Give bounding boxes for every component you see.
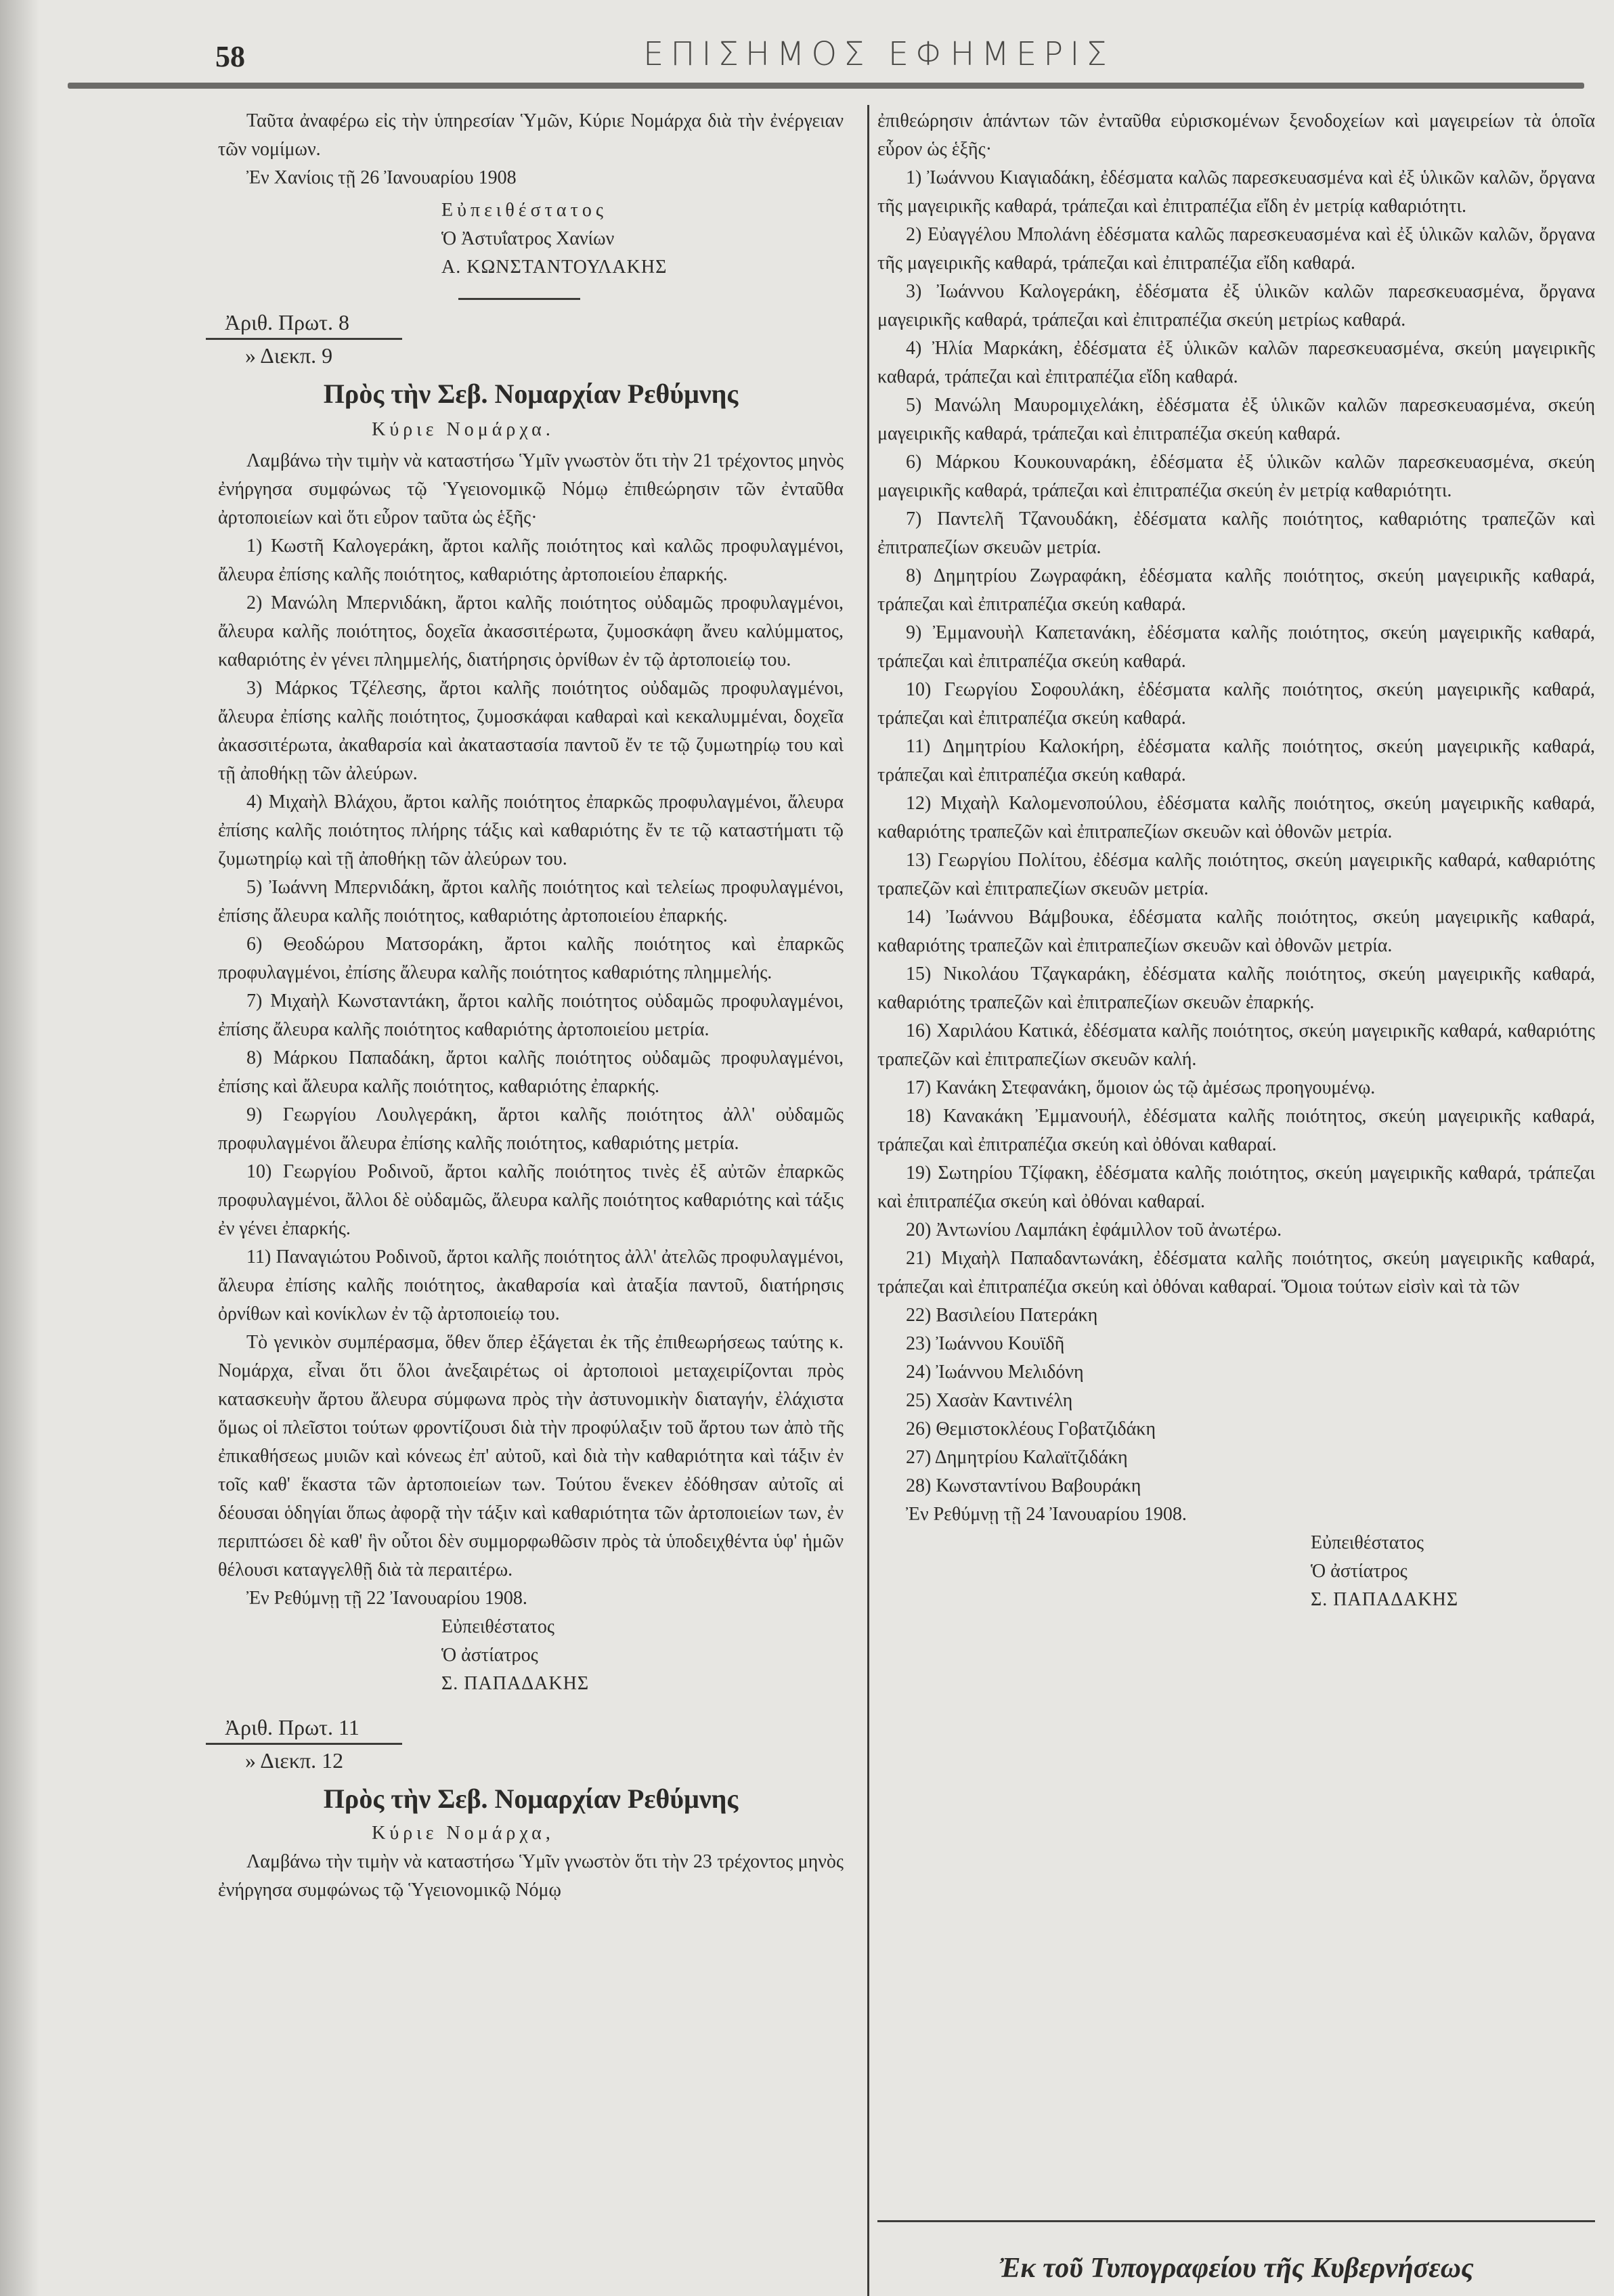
list-item: 18) Κανακάκη Ἐμμανουήλ, ἐδέσματα καλῆς ποιότητος, σκεύη μαγειρικῆς καθαρά, τράπεζαι καὶ ἐπιτραπέζια σκεύη καὶ ὀθόναι καθαραί. — [877, 1106, 1595, 1155]
list-item: 2) Εὐαγγέλου Μπολάνη ἐδέσματα καλῶς παρεσκευασμένα καὶ ἐξ ὑλικῶν καλῶν, ὄργανα τῆς μαγειρικῆς καθαρά, τράπεζαι καὶ ἐπιτραπέζια εἴδη καθαρά. — [877, 224, 1595, 274]
reference-rule — [206, 1743, 402, 1745]
date-line: Ἐν Χανίοις τῇ 26 Ἰανουαρίου 1908 — [246, 167, 517, 188]
list-item: 21) Μιχαὴλ Παπαδαντωνάκη, ἐδέσματα καλῆς ποιότητος, σκεύη μαγειρικῆς καθαρά, τράπεζαι καὶ ἐπιτραπέζια σκεύη καὶ ὀθόναι καθαραί. Ὅμοια τούτων εἰσὶν καὶ τὰ τῶν — [877, 1248, 1595, 1297]
printer-imprint: Ἐκ τοῦ Τυπογραφείου τῆς Κυβερνήσεως — [999, 2253, 1474, 2284]
separator-rule — [458, 298, 580, 300]
list-item: 26) Θεμιστοκλέους Γοβατζιδάκη — [906, 1418, 1156, 1439]
list-item: 22) Βασιλείου Πατεράκη — [906, 1305, 1098, 1326]
newspaper-title: ΕΠΙΣΗΜΟΣ ΕΦΗΜΕΡΙΣ — [643, 35, 1114, 73]
list-item: 1) Κωστῆ Καλογεράκη, ἄρτοι καλῆς ποιότητος καὶ καλῶς προφυλαγμένοι, ἄλευρα ἐπίσης καλῆς ποιότητος, καθαριότης ἀρτοποιείου ἐπαρκής. — [218, 536, 844, 585]
list-item: 19) Σωτηρίου Τζίφακη, ἐδέσματα καλῆς ποιότητος, σκεύη μαγειρικῆς καθαρά, τράπεζαι καὶ ἐπιτραπέζια σκεύη καὶ ὀθόναι καθαραί. — [877, 1163, 1595, 1212]
salutation: Κύριε Νομάρχα. — [372, 419, 554, 440]
list-item: 10) Γεωργίου Σοφουλάκη, ἐδέσματα καλῆς ποιότητος, σκεύη μαγειρικῆς καθαρά, τράπεζαι καὶ ἐπιτραπέζια σκεύη καθαρά. — [877, 679, 1595, 729]
date-line: Ἐν Ρεθύμνῃ τῇ 24 Ἰανουαρίου 1908. — [906, 1504, 1187, 1525]
dispatch-number: » Διεκπ. 9 — [245, 343, 333, 368]
list-item: 11) Παναγιώτου Ροδινοῦ, ἄρτοι καλῆς ποιότητος ἀλλ' ἀτελῶς προφυλαγμένοι, ἄλευρα ἐπίσης καλῆς ποιότητος, ἀκαθαρσία καὶ ἀταξία παντοῦ, διατήρησις ὀρνίθων καὶ κονίκλων ἐν τῷ ἀρτοποιείῳ του. — [218, 1247, 844, 1324]
list-item: 16) Χαριλάου Κατικά, ἐδέσματα καλῆς ποιότητος, σκεύη μαγειρικῆς καθαρά, καθαριότης τραπεζῶν καὶ ἐπιτραπεζίων σκευῶν καλή. — [877, 1020, 1595, 1070]
list-item: 8) Μάρκου Παπαδάκη, ἄρτοι καλῆς ποιότητος οὐδαμῶς προφυλαγμένοι, ἐπίσης καὶ ἄλευρα καλῆς ποιότητος, καθαριότης ἐπαρκής. — [218, 1047, 844, 1097]
signature-name: Σ. ΠΑΠΑΔΑΚΗΣ — [441, 1673, 590, 1694]
list-item: 7) Παντελῆ Τζανουδάκη, ἐδέσματα καλῆς ποιότητος, καθαριότης τραπεζῶν καὶ ἐπιτραπεζίων σκευῶν μετρία. — [877, 508, 1595, 558]
continued-paragraph: ἐπιθεώρησιν ἁπάντων τῶν ἐνταῦθα εὑρισκομένων ξενοδοχείων καὶ μαγειρείων τὰ ὁποῖα εὗρον ὡς ἑξῆς· — [877, 110, 1595, 160]
signature-salutation: Εὐπειθέστατος — [1311, 1532, 1424, 1553]
list-item: 3) Ἰωάννου Καλογεράκη, ἐδέσματα ἐξ ὑλικῶν καλῶν παρεσκευασμένα, ὄργανα μαγειρικῆς καθαρά, τράπεζαι καὶ ἐπιτραπέζια σκεύη μετρίως καθαρά. — [877, 281, 1595, 330]
list-item: 7) Μιχαὴλ Κωνσταντάκη, ἄρτοι καλῆς ποιότητος οὐδαμῶς προφυλαγμένοι, ἐπίσης ἄλευρα καλῆς ποιότητος καθαριότης ἀρτοποιείου μετρία. — [218, 991, 844, 1040]
list-item: 6) Θεοδώρου Ματσοράκη, ἄρτοι καλῆς ποιότητος καὶ ἐπαρκῶς προφυλαγμένοι, ἐπίσης ἄλευρα καλῆς ποιότητος καθαριότης πλημμελής. — [218, 934, 844, 983]
footer-rule — [877, 2220, 1595, 2222]
left-column — [218, 107, 844, 1905]
reference-number: Ἀριθ. Πρωτ. 8 — [225, 310, 350, 334]
list-item: 2) Μανώλη Μπερνιδάκη, ἄρτοι καλῆς ποιότητος οὐδαμῶς προφυλαγμένοι, ἄλευρα καλῆς ποιότητος, δοχεῖα ἀκασσιτέρωτα, ζυμοσκάφη ἄνευ καλύμματος, καθαριότης ἐν γένει πλημμελής, διατήρησις ὀρνίθων ἐν τῷ ἀρτοποιείῳ του. — [218, 592, 844, 670]
conclusion-paragraph: Τὸ γενικὸν συμπέρασμα, ὅθεν ὅπερ ἐξάγεται ἐκ τῆς ἐπιθεωρήσεως ταύτης κ. Νομάρχα, εἶναι ὅτι ὅλοι ἀνεξαιρέτως οἱ ἀρτοποιοὶ μεταχειρίζονται πρὸς κατασκευὴν ἄρτου ἄλευρα σύμφωνα πρὸς τὴν ἀστυνομικὴν διαταγήν, ἐλάχιστα ὅμως οἱ πλεῖστοι τούτων φροντίζουσι διὰ τὴν προφύλαξιν τοῦ ἄρτου των ἀπὸ τῆς ἐπικαθήσεως μυιῶν καὶ κόνεως ἐπ' αὐτοῦ, καὶ διὰ τὴν καθαριότητα καὶ τάξιν ἐν τοῖς καθ' ἕκαστα τῶν ἀρτοποιείων των. Τούτου ἕνεκεν ἐδόθησαν αὐτοῖς αἱ δέουσαι ὁδηγίαι ὅπως ἀφορᾷ τὴν τάξιν καὶ καθαριότητα τῶν ἀρτοποιείων των, ἐν περιπτώσει δὲ καθ' ἣν οὗτοι δὲν συμμορφωθῶσιν πρὸς τὰ ὑποδειχθέντα ὑφ' ἡμῶν θέλουσι καταγγελθῇ διὰ τὰ περαιτέρω. — [218, 1332, 844, 1580]
salutation: Κύριε Νομάρχα, — [372, 1823, 554, 1844]
right-column — [877, 107, 1595, 2287]
list-item: 10) Γεωργίου Ροδινοῦ, ἄρτοι καλῆς ποιότητος τινὲς ἐξ αὐτῶν ἐπαρκῶς προφυλαγμένοι, ἄλλοι δὲ οὐδαμῶς, ἄλευρα καλῆς ποιότητος καθαριότης καὶ τάξις ἐν γένει ἐπαρκής. — [218, 1161, 844, 1239]
list-item: 9) Ἐμμανουὴλ Καπετανάκη, ἐδέσματα καλῆς ποιότητος, σκεύη μαγειρικῆς καθαρά, τράπεζαι καὶ ἐπιτραπέζια σκεύη καθαρά. — [877, 622, 1595, 672]
list-item: 14) Ἰωάννου Βάμβουκα, ἐδέσματα καλῆς ποιότητος, σκεύη μαγειρικῆς καθαρά, καθαριότης τραπεζῶν καὶ ἐπιτραπεζίων σκευῶν καὶ ὀθονῶν μετρία. — [877, 907, 1595, 956]
list-item: 13) Γεωργίου Πολίτου, ἐδέσμα καλῆς ποιότητος, σκεύη μαγειρικῆς καθαρά, καθαριότης τραπεζῶν καὶ ἐπιτραπεζίων σκευῶν μετρία. — [877, 850, 1595, 899]
closing-paragraph: Ταῦτα ἀναφέρω εἰς τὴν ὑπηρεσίαν Ὑμῶν, Κύριε Νομάρχα διὰ τὴν ἐνέργειαν τῶν νομίμων. — [218, 110, 844, 160]
list-item: 5) Ἰωάννη Μπερνιδάκη, ἄρτοι καλῆς ποιότητος καὶ τελείως προφυλαγμένοι, ἐπίσης ἄλευρα καλῆς ποιότητος, καθαριότης ἀρτοποιείου ἐπαρκής. — [218, 877, 844, 926]
column-divider — [867, 105, 869, 2296]
signature-role: Ὁ ἀστίατρος — [441, 1645, 538, 1666]
list-item: 20) Ἀντωνίου Λαμπάκη ἐφάμιλλον τοῦ ἀνωτέρω. — [906, 1219, 1282, 1240]
signature-role: Ὁ Ἀστυΐατρος Χανίων — [441, 228, 615, 249]
list-item: 15) Νικολάου Τζαγκαράκη, ἐδέσματα καλῆς ποιότητος, σκεύη μαγειρικῆς καθαρά, καθαριότης τραπεζῶν καὶ ἐπιτραπεζίων σκευῶν ἐπαρκής. — [877, 963, 1595, 1013]
list-item: 28) Κωνσταντίνου Βαβουράκη — [906, 1475, 1141, 1496]
list-item: 25) Χασὰν Καντινέλη — [906, 1390, 1073, 1411]
list-item: 12) Μιχαὴλ Καλομενοπούλου, ἐδέσματα καλῆς ποιότητος, σκεύη μαγειρικῆς καθαρά, καθαριότης τραπεζῶν καὶ ἐπιτραπεζίων σκευῶν καὶ ὀθονῶν μετρία. — [877, 793, 1595, 842]
list-item: 6) Μάρκου Κουκουναράκη, ἐδέσματα ἐξ ὑλικῶν καλῶν παρεσκευασμένα, σκεύη μαγειρικῆς καθαρά, τράπεζαι καὶ ἐπιτραπέζια σκεύη ἐν μετρίᾳ καθαριότητι. — [877, 452, 1595, 501]
reference-rule — [206, 338, 402, 340]
signature-name: Σ. ΠΑΠΑΔΑΚΗΣ — [1311, 1589, 1459, 1610]
signature-name: Α. ΚΩΝΣΤΑΝΤΟΥΛΑΚΗΣ — [441, 257, 668, 278]
footer-block — [877, 2193, 1595, 2287]
reference-number: Ἀριθ. Πρωτ. 11 — [225, 1715, 359, 1739]
header-rule — [68, 83, 1584, 89]
letter-intro: Λαμβάνω τὴν τιμὴν νὰ καταστήσω Ὑμῖν γνωστὸν ὅτι τὴν 21 τρέχοντος μηνὸς ἐνήργησα συμφώνως τῷ Ὑγειονομικῷ Νόμῳ ἐπιθεώρησιν τῶν ἐνταῦθα ἀρτοποιείων καὶ ὅτι εὗρον ταῦτα ὡς ἑξῆς· — [218, 450, 844, 528]
list-item: 24) Ἰωάννου Μελιδόνη — [906, 1362, 1084, 1383]
page-number: 58 — [215, 40, 245, 73]
list-item: 5) Μανώλη Μαυρομιχελάκη, ἐδέσματα ἐξ ὑλικῶν καλῶν παρεσκευασμένα, σκεύη μαγειρικῆς καθαρά, τράπεζαι καὶ ἐπιτραπέζια σκεύη καθαρά. — [877, 395, 1595, 444]
dispatch-number: » Διεκπ. 12 — [245, 1748, 344, 1773]
letter-title: Πρὸς τὴν Σεβ. Νομαρχίαν Ρεθύμνης — [323, 378, 739, 409]
letter-intro: Λαμβάνω τὴν τιμὴν νὰ καταστήσω Ὑμῖν γνωστὸν ὅτι τὴν 23 τρέχοντος μηνὸς ἐνήργησα συμφώνως τῷ Ὑγειονομικῷ Νόμῳ — [218, 1851, 844, 1901]
list-item: 1) Ἰωάννου Κιαγιαδάκη, ἐδέσματα καλῶς παρεσκευασμένα καὶ ἐξ ὑλικῶν καλῶν, ὄργανα τῆς μαγειρικῆς καθαρά, τράπεζαι καὶ ἐπιτραπέζια εἴδη ἐν μετρίᾳ καθαριότητι. — [877, 167, 1595, 217]
list-item: 4) Μιχαὴλ Βλάχου, ἄρτοι καλῆς ποιότητος ἐπαρκῶς προφυλαγμένοι, ἄλευρα ἐπίσης καλῆς ποιότητος πλήρης τάξις καὶ καθαριότης ἔν τε τῷ καταστήματι τῷ ζυμωτηρίῳ καὶ τῇ ἀποθήκῃ τῶν ἀλεύρων του. — [218, 792, 844, 869]
list-item: 11) Δημητρίου Καλοκήρη, ἐδέσματα καλῆς ποιότητος, σκεύη μαγειρικῆς καθαρά, τράπεζαι καὶ ἐπιτραπέζια σκεύη καθαρά. — [877, 736, 1595, 785]
signature-salutation: Εὐπειθέστατος — [441, 1616, 554, 1637]
page-gutter — [0, 0, 39, 2296]
list-item: 17) Κανάκη Στεφανάκη, ὅμοιον ὡς τῷ ἀμέσως προηγουμένῳ. — [906, 1077, 1376, 1098]
list-item: 23) Ἰωάννου Κουϊδῆ — [906, 1333, 1065, 1354]
list-item: 3) Μάρκος Τζέλεσης, ἄρτοι καλῆς ποιότητος οὐδαμῶς προφυλαγμένοι, ἄλευρα ἐπίσης καλῆς ποιότητος, ζυμοσκάφαι καθαραὶ καὶ κεκαλυμμέναι, δοχεῖα ἀκασσιτέρωτα, ἀκαθαρσία καὶ ἀκαταστασία παντοῦ ἔν τε τῷ ζυμωτηρίῳ του καὶ τῇ ἀποθήκῃ τῶν ἀλεύρων. — [218, 678, 844, 784]
list-item: 9) Γεωργίου Λουλγεράκη, ἄρτοι καλῆς ποιότητος ἀλλ' οὐδαμῶς προφυλαγμένοι ἄλευρα ἐπίσης καλῆς ποιότητος, καθαριότης μετρία. — [218, 1104, 844, 1154]
signature-role: Ὁ ἀστίατρος — [1311, 1561, 1408, 1582]
list-item: 27) Δημητρίου Καλαϊτζιδάκη — [906, 1447, 1128, 1468]
signature-salutation: Εὐπειθέστατος — [441, 200, 607, 221]
date-line: Ἐν Ρεθύμνῃ τῇ 22 Ἰανουαρίου 1908. — [246, 1588, 527, 1609]
letter-title: Πρὸς τὴν Σεβ. Νομαρχίαν Ρεθύμνης — [323, 1783, 739, 1814]
list-item: 8) Δημητρίου Ζωγραφάκη, ἐδέσματα καλῆς ποιότητος, σκεύη μαγειρικῆς καθαρά, τράπεζαι καὶ ἐπιτραπέζια σκεύη καθαρά. — [877, 565, 1595, 615]
list-item: 4) Ἠλία Μαρκάκη, ἐδέσματα ἐξ ὑλικῶν καλῶν παρεσκευασμένα, σκεύη μαγειρικῆς καθαρά, τράπεζαι καὶ ἐπιτραπέζια εἴδη καθαρά. — [877, 338, 1595, 387]
